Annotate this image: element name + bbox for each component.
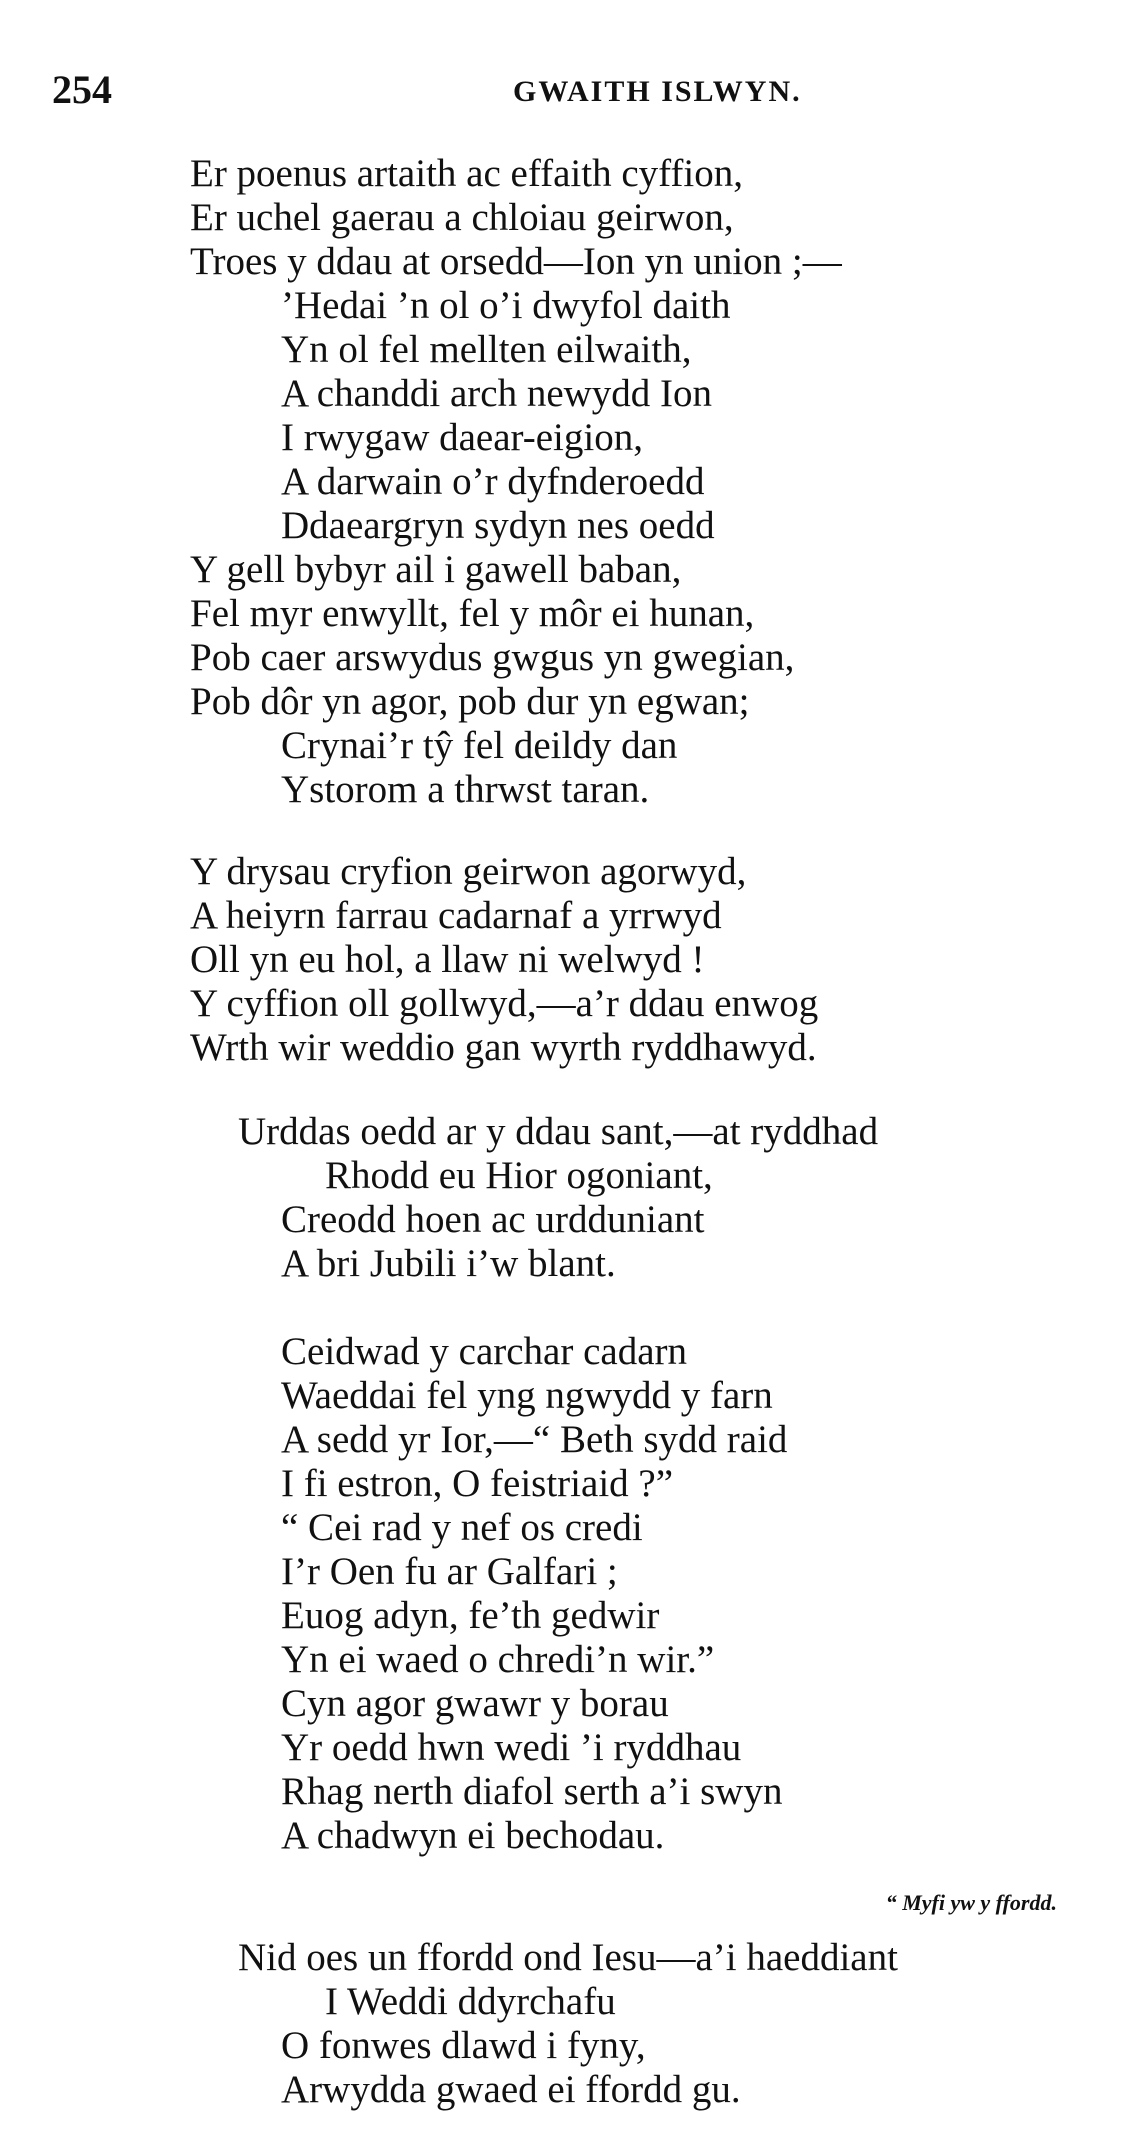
verse-line: O fonwes dlawd i fyny, [281, 2024, 646, 2067]
verse-line: Ceidwad y carchar cadarn [281, 1330, 688, 1373]
verse-line: A darwain o’r dyfnderoedd [281, 460, 705, 503]
verse-line: Nid oes un ffordd ond Iesu—a’i haeddiant [238, 1936, 898, 1979]
verse-line: Pob dôr yn agor, pob dur yn egwan; [190, 680, 750, 723]
page-header [0, 68, 1127, 112]
verse-line: A chanddi arch newydd Ion [281, 372, 713, 415]
verse-line: Y drysau cryfion geirwon agorwyd, [190, 850, 747, 893]
page-number: 254 [52, 67, 112, 112]
verse-line: “ Cei rad y nef os credi [281, 1506, 643, 1549]
verse-line: Yn ol fel mellten eilwaith, [281, 328, 692, 371]
verse-line: Urddas oedd ar y ddau sant,—at ryddhad [238, 1110, 879, 1153]
verse-line: Rhodd eu Hior ogoniant, [325, 1154, 713, 1197]
verse-line: Pob caer arswydus gwgus yn gwegian, [190, 636, 795, 679]
verse-line: A sedd yr Ior,—“ Beth sydd raid [281, 1418, 788, 1461]
verse-line: Crynai’r tŷ fel deildy dan [281, 724, 678, 767]
verse-line: Y gell bybyr ail i gawell baban, [190, 548, 682, 591]
verse-line: Yn ei waed o chredi’n wir.” [281, 1638, 715, 1681]
verse-line: I fi estron, O feistriaid ?” [281, 1462, 674, 1505]
verse-line: ’Hedai ’n ol o’i dwyfol daith [281, 284, 731, 327]
verse-line: Waeddai fel yng ngwydd y farn [281, 1374, 773, 1417]
verse-line: Er uchel gaerau a chloiau geirwon, [190, 196, 734, 239]
verse-line: A heiyrn farrau cadarnaf a yrrwyd [190, 894, 722, 937]
verse-line: Wrth wir weddio gan wyrth ryddhawyd. [190, 1026, 817, 1069]
verse-line: Euog adyn, fe’th gedwir [281, 1594, 660, 1637]
verse-line: Fel myr enwyllt, fel y môr ei hunan, [190, 592, 755, 635]
verse-line: I rwygaw daear-eigion, [281, 416, 643, 459]
verse-line: Er poenus artaith ac effaith cyffion, [190, 152, 744, 195]
verse-line: Troes y ddau at orsedd—Ion yn union ;— [190, 240, 842, 283]
running-title: GWAITH ISLWYN. [513, 75, 802, 108]
verse-line: A chadwyn ei bechodau. [281, 1814, 665, 1857]
verse-line: I Weddi ddyrchafu [325, 1980, 616, 2023]
verse-line: Cyn agor gwawr y borau [281, 1682, 669, 1725]
epigraph-note: “ Myfi yw y ffordd. [885, 1890, 1057, 1915]
verse-line: Creodd hoen ac urdduniant [281, 1198, 705, 1241]
verse-line: A bri Jubili i’w blant. [281, 1242, 616, 1285]
verse-line: Ddaeargryn sydyn nes oedd [281, 504, 715, 547]
verse-line: Yr oedd hwn wedi ’i ryddhau [281, 1726, 742, 1769]
verse-line: Rhag nerth diafol serth a’i swyn [281, 1770, 783, 1813]
verse-line: Arwydda gwaed ei ffordd gu. [281, 2068, 741, 2111]
verse-line: Y cyffion oll gollwyd,—a’r ddau enwog [190, 982, 819, 1025]
verse-line: Ystorom a thrwst taran. [281, 768, 650, 811]
verse-line: I’r Oen fu ar Galfari ; [281, 1550, 618, 1593]
verse-line: Oll yn eu hol, a llaw ni welwyd ! [190, 938, 705, 981]
